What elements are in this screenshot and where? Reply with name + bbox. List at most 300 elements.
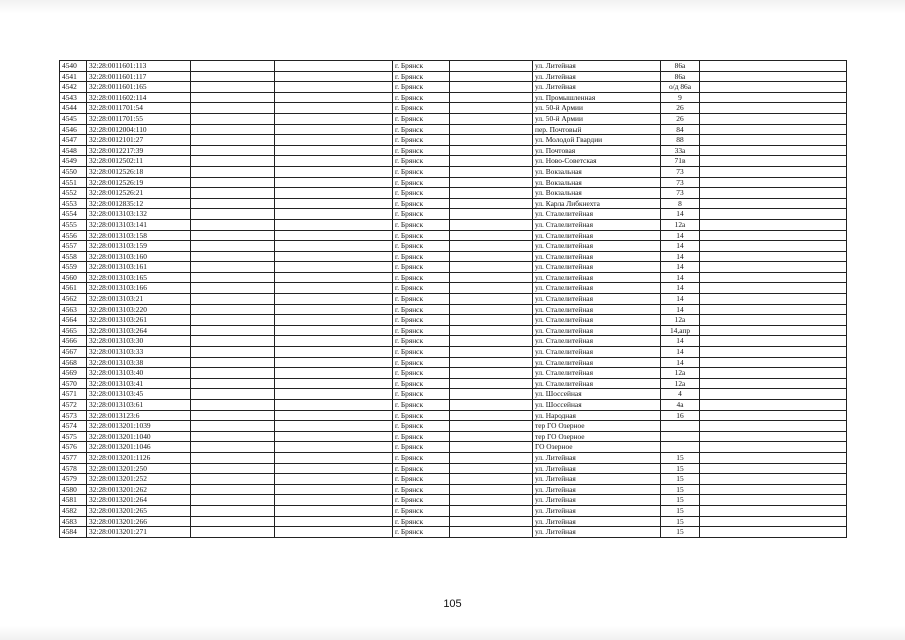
city-cell: г. Брянск bbox=[393, 304, 450, 315]
row-number: 4560 bbox=[60, 272, 87, 283]
empty-cell bbox=[191, 230, 275, 241]
table-row bbox=[60, 294, 847, 305]
row-number: 4547 bbox=[60, 135, 87, 146]
empty-cell bbox=[191, 219, 275, 230]
row-number: 4550 bbox=[60, 166, 87, 177]
city-cell: г. Брянск bbox=[393, 135, 450, 146]
cadastral-number: 32:28:0013103:30 bbox=[87, 336, 191, 347]
table-row bbox=[60, 357, 847, 368]
city-cell: г. Брянск bbox=[393, 336, 450, 347]
cadastral-number: 32:28:0011601:117 bbox=[87, 71, 191, 82]
cadastral-number: 32:28:0013103:158 bbox=[87, 230, 191, 241]
city-cell: г. Брянск bbox=[393, 156, 450, 167]
row-number: 4572 bbox=[60, 400, 87, 411]
street-cell: ул. Литейная bbox=[533, 527, 661, 538]
row-number: 4567 bbox=[60, 347, 87, 358]
empty-cell bbox=[191, 241, 275, 252]
street-cell: ул. Промышленная bbox=[533, 92, 661, 103]
table-row bbox=[60, 389, 847, 400]
table-row bbox=[60, 61, 847, 72]
empty-cell bbox=[275, 92, 393, 103]
city-cell: г. Брянск bbox=[393, 188, 450, 199]
row-number: 4569 bbox=[60, 368, 87, 379]
cadastral-number: 32:28:0013103:21 bbox=[87, 294, 191, 305]
empty-cell bbox=[450, 389, 533, 400]
street-cell: ул. Литейная bbox=[533, 61, 661, 72]
table-row bbox=[60, 484, 847, 495]
street-cell: ул. Литейная bbox=[533, 82, 661, 93]
empty-cell bbox=[450, 135, 533, 146]
empty-cell bbox=[450, 294, 533, 305]
table-row bbox=[60, 145, 847, 156]
cadastral-number: 32:28:0013201:1126 bbox=[87, 452, 191, 463]
cadastral-number: 32:28:0011701:54 bbox=[87, 103, 191, 114]
empty-cell bbox=[450, 251, 533, 262]
empty-cell bbox=[275, 124, 393, 135]
street-cell: ул. Почтовая bbox=[533, 145, 661, 156]
row-number: 4554 bbox=[60, 209, 87, 220]
row-number: 4576 bbox=[60, 442, 87, 453]
row-number: 4570 bbox=[60, 378, 87, 389]
row-number: 4574 bbox=[60, 421, 87, 432]
street-cell: ул. Литейная bbox=[533, 463, 661, 474]
empty-cell bbox=[450, 283, 533, 294]
empty-cell bbox=[700, 336, 847, 347]
cadastral-number: 32:28:0013103:159 bbox=[87, 241, 191, 252]
page-number: 105 bbox=[443, 598, 462, 610]
city-cell: г. Брянск bbox=[393, 198, 450, 209]
street-cell: ул. Сталелитейная bbox=[533, 347, 661, 358]
row-number: 4556 bbox=[60, 230, 87, 241]
house-number: 8 bbox=[661, 198, 700, 209]
table-row bbox=[60, 92, 847, 103]
row-number: 4562 bbox=[60, 294, 87, 305]
table-row bbox=[60, 495, 847, 506]
empty-cell bbox=[450, 198, 533, 209]
city-cell: г. Брянск bbox=[393, 230, 450, 241]
city-cell: г. Брянск bbox=[393, 241, 450, 252]
cadastral-number: 32:28:0012526:19 bbox=[87, 177, 191, 188]
street-cell: ул. 50-й Армии bbox=[533, 103, 661, 114]
empty-cell bbox=[275, 431, 393, 442]
table-row bbox=[60, 452, 847, 463]
house-number: 15 bbox=[661, 452, 700, 463]
cadastral-number: 32:28:0013103:264 bbox=[87, 325, 191, 336]
house-number: 14 bbox=[661, 251, 700, 262]
street-cell: ул. Народная bbox=[533, 410, 661, 421]
empty-cell bbox=[275, 527, 393, 538]
empty-cell bbox=[450, 241, 533, 252]
empty-cell bbox=[450, 262, 533, 273]
empty-cell bbox=[191, 357, 275, 368]
city-cell: г. Брянск bbox=[393, 389, 450, 400]
empty-cell bbox=[700, 421, 847, 432]
empty-cell bbox=[450, 209, 533, 220]
empty-cell bbox=[450, 442, 533, 453]
empty-cell bbox=[700, 368, 847, 379]
empty-cell bbox=[450, 272, 533, 283]
city-cell: г. Брянск bbox=[393, 166, 450, 177]
empty-cell bbox=[191, 82, 275, 93]
empty-cell bbox=[700, 516, 847, 527]
empty-cell bbox=[450, 474, 533, 485]
house-number bbox=[661, 431, 700, 442]
row-number: 4552 bbox=[60, 188, 87, 199]
empty-cell bbox=[275, 505, 393, 516]
cadastral-number: 32:28:0011701:55 bbox=[87, 113, 191, 124]
cadastral-number: 32:28:0012502:11 bbox=[87, 156, 191, 167]
cadastral-number: 32:28:0013201:252 bbox=[87, 474, 191, 485]
empty-cell bbox=[191, 145, 275, 156]
cadastral-number: 32:28:0013103:261 bbox=[87, 315, 191, 326]
table-row bbox=[60, 135, 847, 146]
empty-cell bbox=[191, 198, 275, 209]
street-cell: ул. Шоссейная bbox=[533, 400, 661, 411]
empty-cell bbox=[275, 474, 393, 485]
street-cell: ул. 50-й Армии bbox=[533, 113, 661, 124]
city-cell: г. Брянск bbox=[393, 378, 450, 389]
empty-cell bbox=[275, 378, 393, 389]
house-number: 14 bbox=[661, 294, 700, 305]
empty-cell bbox=[275, 177, 393, 188]
row-number: 4565 bbox=[60, 325, 87, 336]
empty-cell bbox=[191, 484, 275, 495]
empty-cell bbox=[275, 389, 393, 400]
empty-cell bbox=[450, 304, 533, 315]
house-number: 15 bbox=[661, 516, 700, 527]
empty-cell bbox=[700, 82, 847, 93]
house-number: 16 bbox=[661, 410, 700, 421]
empty-cell bbox=[450, 103, 533, 114]
empty-cell bbox=[700, 113, 847, 124]
empty-cell bbox=[275, 113, 393, 124]
house-number: 12а bbox=[661, 378, 700, 389]
empty-cell bbox=[700, 241, 847, 252]
row-number: 4573 bbox=[60, 410, 87, 421]
row-number: 4553 bbox=[60, 198, 87, 209]
row-number: 4548 bbox=[60, 145, 87, 156]
empty-cell bbox=[450, 357, 533, 368]
table-row bbox=[60, 219, 847, 230]
cadastral-number: 32:28:0012004:110 bbox=[87, 124, 191, 135]
empty-cell bbox=[700, 92, 847, 103]
scan-edge-bottom bbox=[0, 626, 905, 640]
house-number bbox=[661, 442, 700, 453]
empty-cell bbox=[700, 103, 847, 114]
cadastral-number: 32:28:0012835:12 bbox=[87, 198, 191, 209]
row-number: 4559 bbox=[60, 262, 87, 273]
table-row bbox=[60, 315, 847, 326]
empty-cell bbox=[275, 241, 393, 252]
house-number: 4 bbox=[661, 389, 700, 400]
empty-cell bbox=[275, 452, 393, 463]
street-cell: ул. Сталелитейная bbox=[533, 283, 661, 294]
house-number: 73 bbox=[661, 166, 700, 177]
empty-cell bbox=[275, 135, 393, 146]
cadastral-number: 32:28:0013103:33 bbox=[87, 347, 191, 358]
street-cell: ул. Сталелитейная bbox=[533, 368, 661, 379]
empty-cell bbox=[450, 505, 533, 516]
cadastral-number: 32:28:0011601:165 bbox=[87, 82, 191, 93]
house-number: 14 bbox=[661, 357, 700, 368]
empty-cell bbox=[275, 272, 393, 283]
street-cell: ул. Сталелитейная bbox=[533, 209, 661, 220]
empty-cell bbox=[191, 410, 275, 421]
empty-cell bbox=[275, 251, 393, 262]
empty-cell bbox=[191, 283, 275, 294]
cadastral-number: 32:28:0011601:113 bbox=[87, 61, 191, 72]
house-number: 14 bbox=[661, 230, 700, 241]
table-row bbox=[60, 71, 847, 82]
empty-cell bbox=[191, 442, 275, 453]
city-cell: г. Брянск bbox=[393, 452, 450, 463]
house-number: 15 bbox=[661, 505, 700, 516]
empty-cell bbox=[191, 156, 275, 167]
city-cell: г. Брянск bbox=[393, 61, 450, 72]
table-row bbox=[60, 505, 847, 516]
table-row bbox=[60, 262, 847, 273]
table-row bbox=[60, 166, 847, 177]
city-cell: г. Брянск bbox=[393, 505, 450, 516]
row-number: 4584 bbox=[60, 527, 87, 538]
city-cell: г. Брянск bbox=[393, 294, 450, 305]
city-cell: г. Брянск bbox=[393, 368, 450, 379]
street-cell: ул. Сталелитейная bbox=[533, 325, 661, 336]
street-cell: ул. Вокзальная bbox=[533, 177, 661, 188]
empty-cell bbox=[275, 82, 393, 93]
street-cell: ул. Литейная bbox=[533, 474, 661, 485]
table-row bbox=[60, 336, 847, 347]
empty-cell bbox=[275, 198, 393, 209]
row-number: 4583 bbox=[60, 516, 87, 527]
city-cell: г. Брянск bbox=[393, 463, 450, 474]
empty-cell bbox=[191, 294, 275, 305]
city-cell: г. Брянск bbox=[393, 219, 450, 230]
empty-cell bbox=[450, 463, 533, 474]
house-number: о/д 86а bbox=[661, 82, 700, 93]
empty-cell bbox=[700, 410, 847, 421]
street-cell: ул. Сталелитейная bbox=[533, 251, 661, 262]
empty-cell bbox=[191, 177, 275, 188]
empty-cell bbox=[275, 495, 393, 506]
street-cell: ул. Литейная bbox=[533, 516, 661, 527]
empty-cell bbox=[700, 452, 847, 463]
empty-cell bbox=[700, 209, 847, 220]
row-number: 4549 bbox=[60, 156, 87, 167]
street-cell: ул. Сталелитейная bbox=[533, 357, 661, 368]
empty-cell bbox=[700, 463, 847, 474]
empty-cell bbox=[450, 400, 533, 411]
street-cell: ул. Сталелитейная bbox=[533, 294, 661, 305]
city-cell: г. Брянск bbox=[393, 325, 450, 336]
city-cell: г. Брянск bbox=[393, 421, 450, 432]
empty-cell bbox=[191, 495, 275, 506]
empty-cell bbox=[700, 505, 847, 516]
empty-cell bbox=[275, 156, 393, 167]
empty-cell bbox=[700, 198, 847, 209]
city-cell: г. Брянск bbox=[393, 527, 450, 538]
table-row bbox=[60, 304, 847, 315]
cadastral-number: 32:28:0013103:40 bbox=[87, 368, 191, 379]
cadastral-number: 32:28:0012101:27 bbox=[87, 135, 191, 146]
empty-cell bbox=[450, 113, 533, 124]
house-number: 14 bbox=[661, 209, 700, 220]
street-cell: ул. Сталелитейная bbox=[533, 272, 661, 283]
empty-cell bbox=[275, 262, 393, 273]
house-number: 12а bbox=[661, 368, 700, 379]
cadastral-number: 32:28:0013103:220 bbox=[87, 304, 191, 315]
empty-cell bbox=[700, 145, 847, 156]
cadastral-number: 32:28:0013201:1046 bbox=[87, 442, 191, 453]
row-number: 4542 bbox=[60, 82, 87, 93]
house-number: 33а bbox=[661, 145, 700, 156]
table-row bbox=[60, 113, 847, 124]
city-cell: г. Брянск bbox=[393, 495, 450, 506]
city-cell: г. Брянск bbox=[393, 177, 450, 188]
street-cell: ул. Вокзальная bbox=[533, 188, 661, 199]
row-number: 4563 bbox=[60, 304, 87, 315]
registry-rows bbox=[60, 61, 847, 538]
row-number: 4564 bbox=[60, 315, 87, 326]
city-cell: г. Брянск bbox=[393, 431, 450, 442]
empty-cell bbox=[191, 272, 275, 283]
house-number: 26 bbox=[661, 113, 700, 124]
city-cell: г. Брянск bbox=[393, 92, 450, 103]
city-cell: г. Брянск bbox=[393, 315, 450, 326]
row-number: 4577 bbox=[60, 452, 87, 463]
house-number: 12а bbox=[661, 315, 700, 326]
cadastral-number: 32:28:0013103:41 bbox=[87, 378, 191, 389]
cadastral-number: 32:28:0013201:271 bbox=[87, 527, 191, 538]
empty-cell bbox=[700, 325, 847, 336]
house-number: 9 bbox=[661, 92, 700, 103]
row-number: 4543 bbox=[60, 92, 87, 103]
empty-cell bbox=[700, 188, 847, 199]
cadastral-number: 32:28:0012526:18 bbox=[87, 166, 191, 177]
city-cell: г. Брянск bbox=[393, 357, 450, 368]
house-number: 14 bbox=[661, 347, 700, 358]
house-number: 88 bbox=[661, 135, 700, 146]
table-row bbox=[60, 410, 847, 421]
cadastral-number: 32:28:0013103:61 bbox=[87, 400, 191, 411]
table-row bbox=[60, 527, 847, 538]
street-cell: ГО Озерное bbox=[533, 442, 661, 453]
house-number: 4а bbox=[661, 400, 700, 411]
empty-cell bbox=[450, 431, 533, 442]
empty-cell bbox=[191, 389, 275, 400]
table-row bbox=[60, 378, 847, 389]
empty-cell bbox=[700, 484, 847, 495]
table-row bbox=[60, 400, 847, 411]
street-cell: ул. Литейная bbox=[533, 484, 661, 495]
cadastral-number: 32:28:0011602:114 bbox=[87, 92, 191, 103]
row-number: 4546 bbox=[60, 124, 87, 135]
empty-cell bbox=[450, 516, 533, 527]
empty-cell bbox=[700, 389, 847, 400]
empty-cell bbox=[191, 421, 275, 432]
empty-cell bbox=[275, 304, 393, 315]
empty-cell bbox=[275, 219, 393, 230]
street-cell: ул. Сталелитейная bbox=[533, 304, 661, 315]
empty-cell bbox=[700, 442, 847, 453]
city-cell: г. Брянск bbox=[393, 272, 450, 283]
empty-cell bbox=[275, 442, 393, 453]
cadastral-number: 32:28:0013103:132 bbox=[87, 209, 191, 220]
empty-cell bbox=[450, 71, 533, 82]
empty-cell bbox=[191, 347, 275, 358]
empty-cell bbox=[191, 516, 275, 527]
empty-cell bbox=[191, 209, 275, 220]
empty-cell bbox=[191, 304, 275, 315]
table-row bbox=[60, 347, 847, 358]
empty-cell bbox=[700, 166, 847, 177]
empty-cell bbox=[275, 103, 393, 114]
street-cell: ул. Сталелитейная bbox=[533, 230, 661, 241]
empty-cell bbox=[191, 452, 275, 463]
table-row bbox=[60, 431, 847, 442]
street-cell: ул. Сталелитейная bbox=[533, 262, 661, 273]
row-number: 4555 bbox=[60, 219, 87, 230]
empty-cell bbox=[275, 61, 393, 72]
house-number: 15 bbox=[661, 463, 700, 474]
empty-cell bbox=[450, 368, 533, 379]
empty-cell bbox=[700, 357, 847, 368]
street-cell: ул. Сталелитейная bbox=[533, 378, 661, 389]
empty-cell bbox=[275, 516, 393, 527]
empty-cell bbox=[191, 103, 275, 114]
empty-cell bbox=[191, 166, 275, 177]
house-number: 15 bbox=[661, 495, 700, 506]
cadastral-number: 32:28:0013103:38 bbox=[87, 357, 191, 368]
table-row bbox=[60, 325, 847, 336]
empty-cell bbox=[450, 92, 533, 103]
row-number: 4582 bbox=[60, 505, 87, 516]
row-number: 4566 bbox=[60, 336, 87, 347]
empty-cell bbox=[191, 336, 275, 347]
empty-cell bbox=[275, 209, 393, 220]
cadastral-number: 32:28:0013201:266 bbox=[87, 516, 191, 527]
empty-cell bbox=[191, 368, 275, 379]
house-number: 12а bbox=[661, 219, 700, 230]
empty-cell bbox=[191, 92, 275, 103]
cadastral-number: 32:28:0013201:1040 bbox=[87, 431, 191, 442]
cadastral-number: 32:28:0013103:45 bbox=[87, 389, 191, 400]
empty-cell bbox=[191, 113, 275, 124]
empty-cell bbox=[450, 61, 533, 72]
empty-cell bbox=[450, 527, 533, 538]
house-number: 15 bbox=[661, 527, 700, 538]
street-cell: ул. Карла Либкнехта bbox=[533, 198, 661, 209]
empty-cell bbox=[275, 347, 393, 358]
empty-cell bbox=[450, 230, 533, 241]
empty-cell bbox=[450, 166, 533, 177]
street-cell: ул. Шоссейная bbox=[533, 389, 661, 400]
empty-cell bbox=[700, 272, 847, 283]
table-row bbox=[60, 474, 847, 485]
empty-cell bbox=[191, 71, 275, 82]
empty-cell bbox=[700, 431, 847, 442]
city-cell: г. Брянск bbox=[393, 516, 450, 527]
street-cell: ул. Литейная bbox=[533, 71, 661, 82]
empty-cell bbox=[450, 177, 533, 188]
house-number: 14 bbox=[661, 336, 700, 347]
city-cell: г. Брянск bbox=[393, 442, 450, 453]
empty-cell bbox=[191, 61, 275, 72]
table-row bbox=[60, 188, 847, 199]
empty-cell bbox=[275, 463, 393, 474]
cadastral-number: 32:28:0013201:265 bbox=[87, 505, 191, 516]
house-number: 14,апр bbox=[661, 325, 700, 336]
